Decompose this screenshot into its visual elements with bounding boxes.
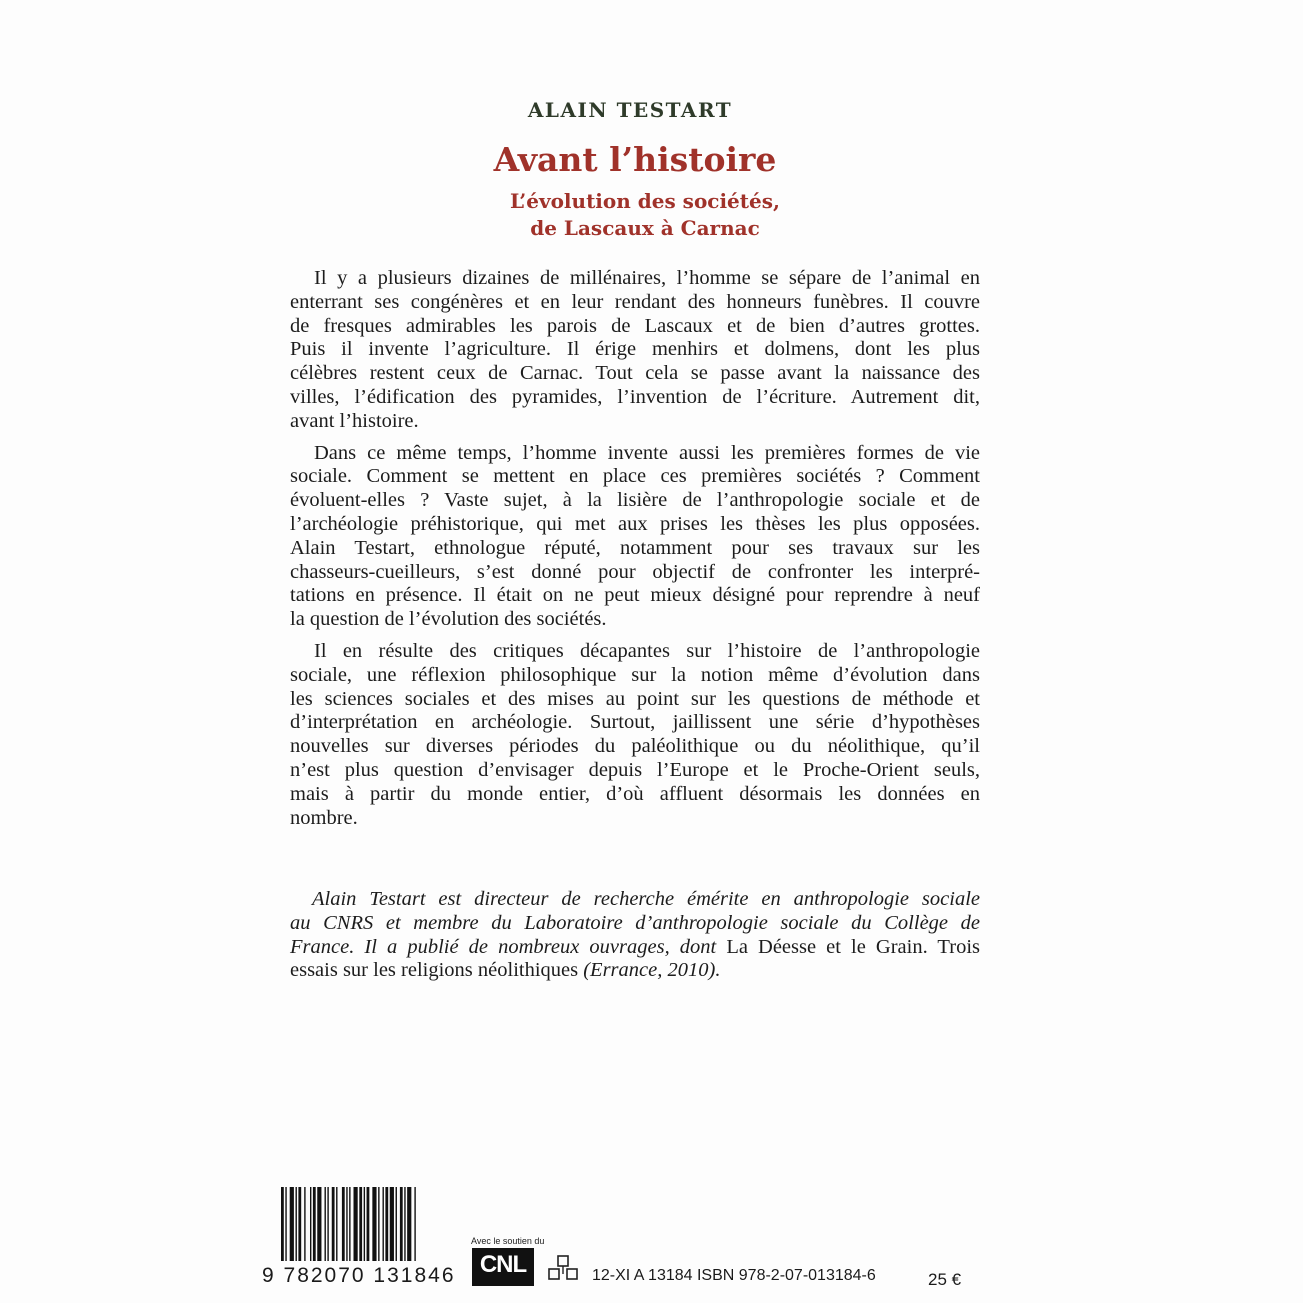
text-line: la question de l’évolution des sociétés.: [290, 608, 607, 631]
text-line: chasseurs-cueilleurs, s’est donné pour objectif de confronter les interpré-: [290, 560, 980, 583]
text-line: sociale, une réflexion philosophique sur la notion même d’évolution dans: [290, 663, 980, 686]
text-line: Il y a plusieurs dizaines de millénaires, l’homme se sépare de l’animal en: [314, 267, 980, 289]
bio-line: au CNRS et membre du Laboratoire d’anthropologie sociale du Collège de: [290, 911, 980, 934]
cnl-logo: [472, 1248, 534, 1286]
author-bio: [290, 888, 980, 983]
text-line: enterrant ses congénères et en leur rendant des honneurs funèbres. Il couvre: [290, 290, 980, 313]
text-line: Puis il invente l’agriculture. Il érige menhirs et dolmens, dont les plus: [290, 338, 980, 361]
barcode: [281, 1187, 456, 1261]
price: 25 €: [928, 1270, 962, 1289]
bio-line: [290, 936, 980, 960]
text-line: avant l’histoire.: [290, 409, 419, 432]
book-reference: La Déesse et le Grain. Trois: [726, 935, 980, 958]
text-line: mais à partir du monde entier, d’où affluent désormais les données en: [290, 782, 980, 805]
text-line: tations en présence. Il était on ne peut mieux désigné pour reprendre à neuf: [290, 584, 980, 607]
text-line: évoluent-elles ? Vaste sujet, à la lisière de l’anthropologie sociale et de: [290, 489, 980, 512]
text-line: Dans ce même temps, l’homme invente aussi les premières formes de vie: [314, 441, 980, 464]
text-line: les sciences sociales et des mises au point sur les questions de méthode et: [290, 687, 980, 710]
publisher-emblem-icon: [546, 1254, 580, 1282]
cnl-logo-text: CNL: [479, 1251, 527, 1278]
isbn-line: 12-XI A 13184 ISBN 978-2-07-013184-6: [592, 1267, 876, 1284]
text-line: villes, l’édification des pyramides, l’invention de l’écriture. Autrement dit,: [290, 385, 980, 408]
blurb-paragraph: [290, 442, 980, 632]
blurb-paragraph: [290, 640, 980, 830]
text-line: nouvelles sur diverses périodes du paléolithique ou du néolithique, qu’il: [290, 735, 980, 758]
text-line: l’archéologie préhistorique, qui met aux prises les thèses les plus opposées.: [290, 512, 980, 535]
subtitle-line: L’évolution des sociétés,: [510, 189, 780, 213]
publisher-reference: (Errance, 2010).: [583, 959, 721, 982]
ean-number: 9 782070 131846: [262, 1264, 456, 1287]
text-line: nombre.: [290, 806, 358, 829]
text-line: Il en résulte des critiques décapantes sur l’histoire de l’anthropologie: [314, 639, 980, 662]
text-line: Alain Testart, ethnologue réputé, notamment pour ses travaux sur les: [290, 536, 980, 559]
bio-line: [290, 959, 980, 983]
text-line: n’est plus question d’envisager depuis l’Europe et le Proche-Orient seuls,: [290, 758, 980, 781]
text-line: célèbres restent ceux de Carnac. Tout cela se passe avant la naissance des: [290, 362, 980, 385]
bio-line: Alain Testart est directeur de recherche émérite en anthropologie sociale: [312, 888, 980, 910]
blurb: [290, 267, 980, 838]
text-line: de fresques admirables les parois de Lascaux et de bien d’autres grottes.: [290, 314, 980, 337]
book-subtitle: [0, 188, 1290, 242]
text-line: sociale. Comment se mettent en place ces premières sociétés ? Comment: [290, 465, 980, 488]
book-reference: essais sur les religions néolithiques: [290, 959, 584, 982]
cnl-caption: Avec le soutien du: [471, 1236, 545, 1246]
blurb-paragraph: [290, 267, 980, 434]
author-name: ALAIN TESTART: [527, 98, 733, 122]
text-line: d’interprétation en archéologie. Surtout, jaillissent une série d’hypothèses: [290, 711, 980, 734]
bio-text: France. Il a publié de nombreux ouvrages, dont: [290, 935, 727, 958]
book-title: Avant l’histoire: [493, 140, 777, 179]
subtitle-line: de Lascaux à Carnac: [530, 216, 760, 240]
